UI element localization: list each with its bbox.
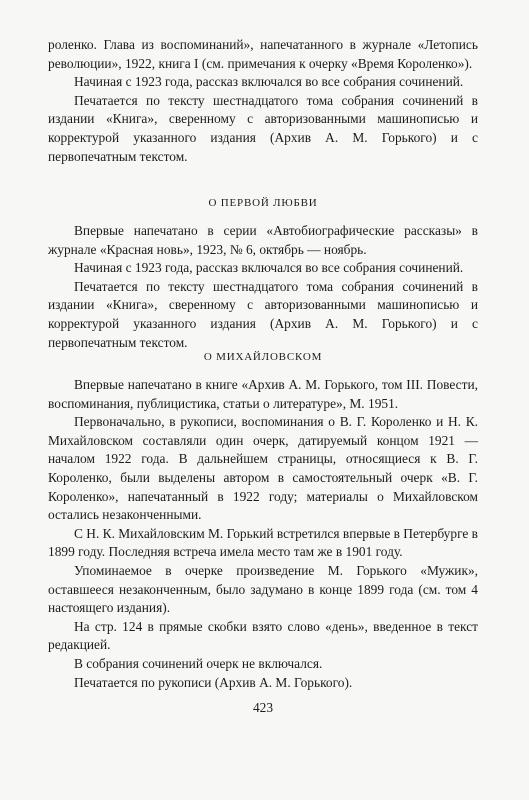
section-heading-first-love: О ПЕРВОЙ ЛЮБВИ	[208, 197, 318, 209]
paragraph: роленко. Глава из воспоминаний», напечатанного в журнале «Летопись революции», 1922, книга I (см. примечания к очерку «Время Короленко»).	[48, 37, 478, 71]
section-mikhailovsky-text	[48, 376, 478, 692]
paragraph: Упоминаемое в очерке произведение М. Горького «Мужик», оставшееся незаконченным, было задумано в конце 1899 года (см. том 4 настоящего издания).	[48, 562, 478, 616]
paragraph: Начиная с 1923 года, рассказ включался во все собрания сочинений.	[74, 260, 464, 276]
paragraph: В собрания сочинений очерк не включался.	[74, 655, 323, 671]
section-first-love-text	[48, 222, 478, 352]
paragraph: Начиная с 1923 года, рассказ включался во все собрания сочинений.	[74, 74, 464, 90]
paragraph: Печатается по тексту шестнадцатого тома собрания сочинений в издании «Книга», сверенному с авторизованными машинописью и корректурой указанного издания (Архив А. М. Горького) и с первопечатным текстом.	[48, 278, 478, 350]
section-prev-text	[48, 36, 478, 166]
paragraph: Печатается по рукописи (Архив А. М. Горького).	[74, 674, 353, 690]
paragraph: Впервые напечатано в книге «Архив А. М. Горького, том III. Повести, воспоминания, публицистика, статьи о литературе», М. 1951.	[48, 377, 478, 411]
paragraph: С Н. К. Михайловским М. Горький встретился впервые в Петербурге в 1899 году. Последняя встреча имела место там же в 1901 году.	[48, 525, 479, 560]
paragraph: Печатается по тексту шестнадцатого тома собрания сочинений в издании «Книга», сверенному с авторизованными машинописью и корректурой указанного издания (Архив А. М. Горького) и с первопечатным текстом.	[48, 92, 478, 164]
paragraph: Первоначально, в рукописи, воспоминания о В. Г. Короленко и Н. К. Михайловском составляли один очерк, датируемый концом 1921 — началом 1922 года. В дальнейшем страницы, относящиеся к В. Г. Короленко, были выделены автором в самостоятельный очерк «В. Г. Короленко», напечатанный в 1922 году; материалы о Михайловском остались незаконченными.	[48, 414, 478, 523]
section-heading-mikhailovsky: О МИХАЙЛОВСКОМ	[203, 351, 323, 363]
paragraph: Впервые напечатано в серии «Автобиографические рассказы» в журнале «Красная новь», 1923, № 6, октябрь — ноябрь.	[48, 223, 478, 257]
paragraph: На стр. 124 в прямые скобки взято слово «день», введенное в текст редакцией.	[48, 618, 478, 653]
page-number: 423	[252, 700, 274, 715]
